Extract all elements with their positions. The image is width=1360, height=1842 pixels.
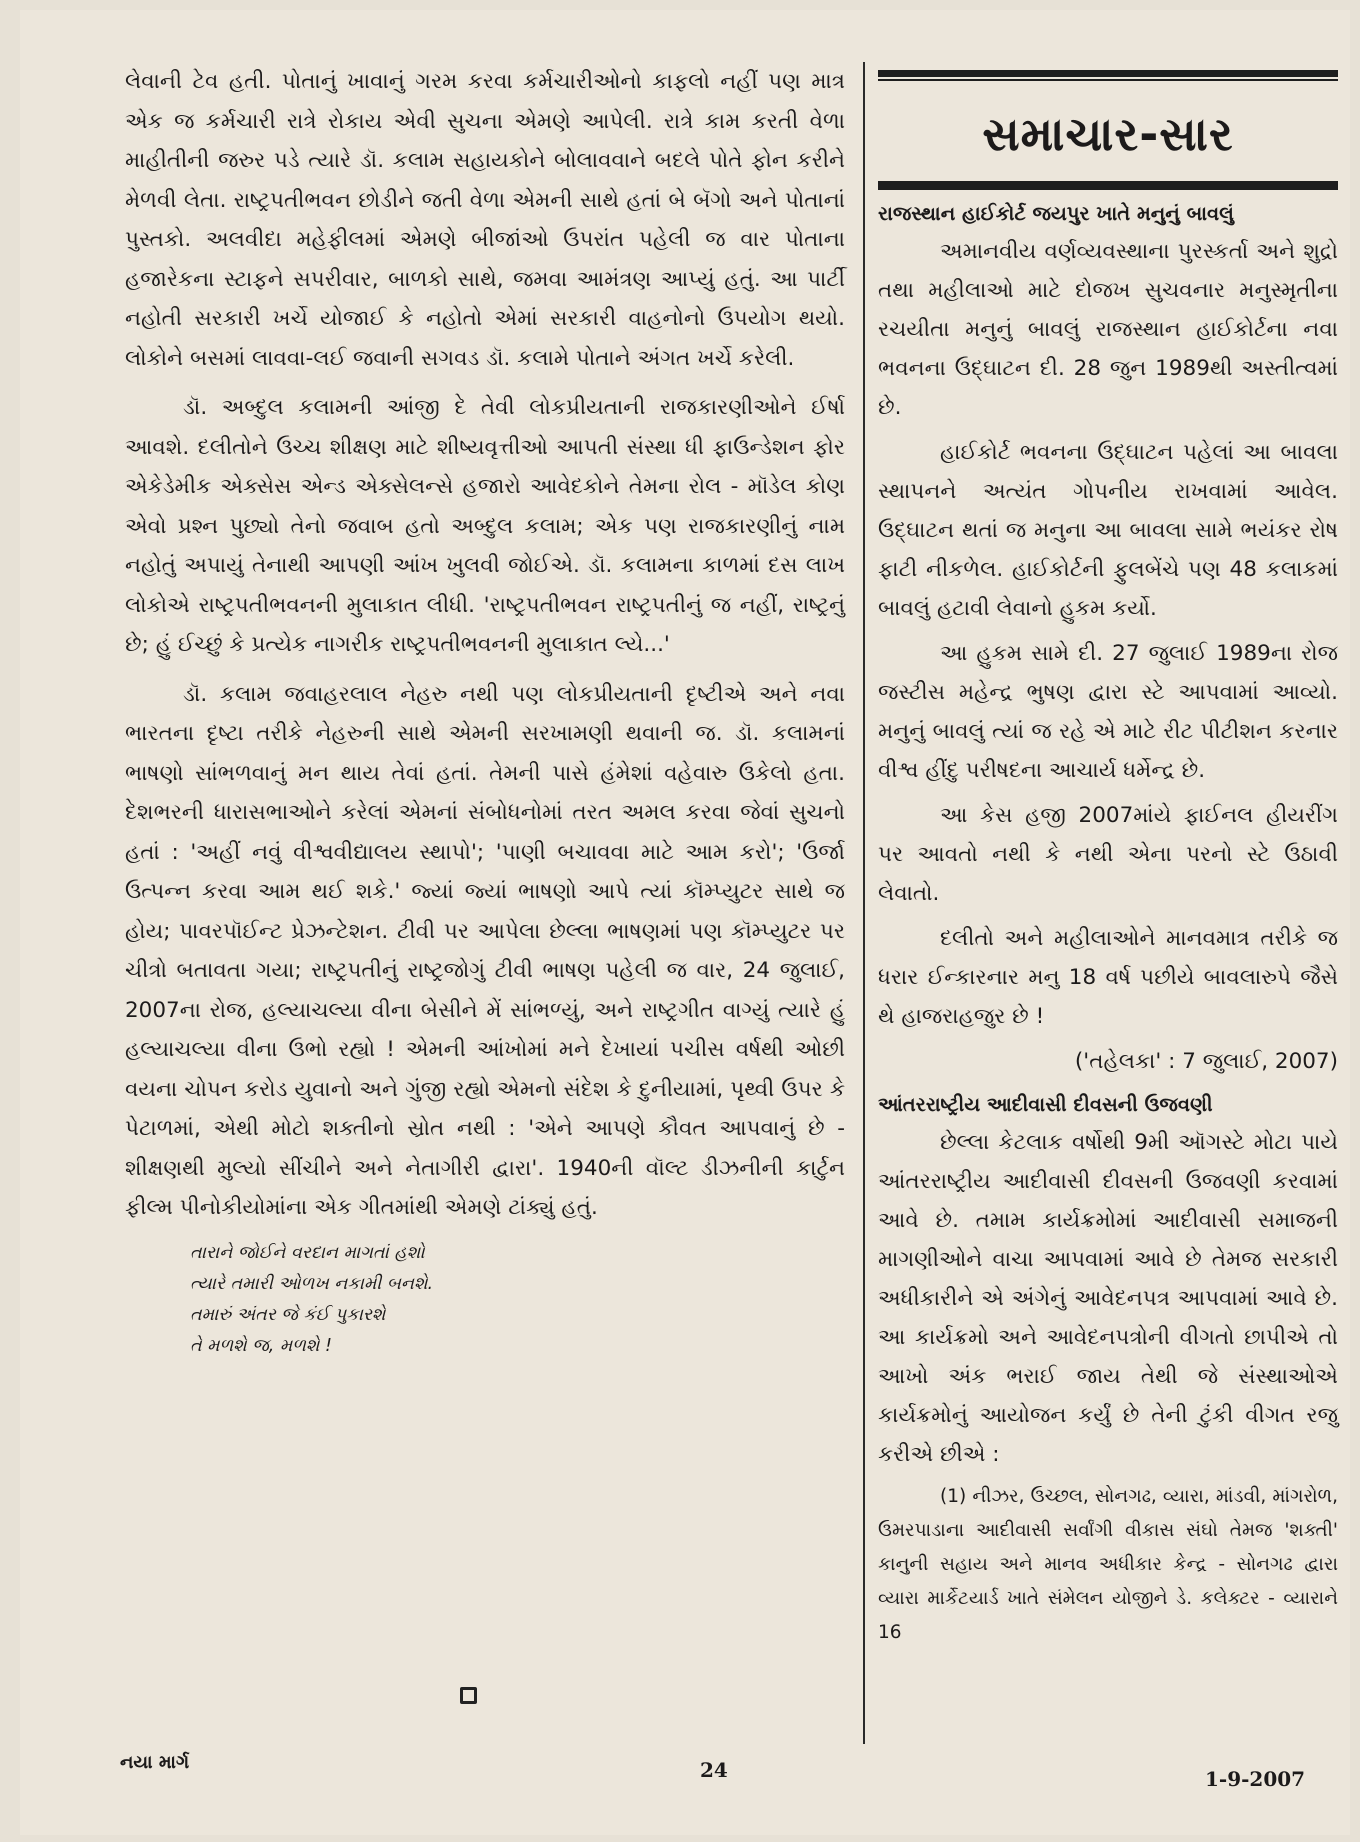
masthead-rule-top [878,70,1338,77]
news-paragraph: દલીતો અને મહીલાઓને માનવમાત્ર તરીકે જ ધરાર ઈન્કારનાર મનુ 18 વર્ષ પછીયે બાવલારુપે જૈસે થે હાજરાહજુર છે ! [878,926,1338,1029]
masthead-rule-top-thin [878,79,1338,81]
news-paragraph: આ કેસ હજી 2007માંયે ફાઈનલ હીયરીંગ પર આવતો નથી કે નથી એના પરનો સ્ટે ઉઠાવી લેવાતો. [878,803,1338,906]
right-column [878,70,1338,1656]
magazine-page [20,10,1350,1835]
magazine-name: નયા માર્ગ [120,1752,190,1773]
issue-date: 1-9-2007 [1205,1767,1306,1791]
article-end-mark [460,1687,477,1704]
poem-line: તમારું અંતર જે કંઈ પુકારશે [190,1304,386,1325]
left-column [125,62,845,1362]
news-source: ('તહેલકા' : 7 જુલાઈ, 2007) [1074,1049,1338,1074]
news-title-2: આંતરરાષ્ટ્રીય આદીવાસી દીવસની ઉજવણી [878,1093,1213,1116]
column-divider [863,62,865,1744]
news-paragraph: આ હુકમ સામે દી. 27 જુલાઈ 1989ના રોજ જસ્ટીસ મહેન્દ્ર ભુષણ દ્વારા સ્ટે આપવામાં આવ્યો. મનુનું બાવલું ત્યાં જ રહે એ માટે રીટ પીટીશન કરનાર વીશ્વ હીંદુ પરીષદના આચાર્ય ધર્મેન્દ્ર છે. [878,641,1338,783]
news-title-1: રાજસ્થાન હાઈકોર્ટ જયપુર ખાતે મનુનું બાવલું [878,202,1234,225]
news-paragraph: અમાનવીય વર્ણવ્યવસ્થાના પુરસ્કર્તા અને શુદ્રો તથા મહીલાઓ માટે દોજખ સુચવનાર મનુસ્મૃતીના રચયીતા મનુનું બાવલું રાજસ્થાન હાઈકોર્ટના નવા ભવનના ઉદ્ઘાટન દી. 28 જુન 1989થી અસ્તીત્વમાં છે. [878,239,1338,420]
masthead-rule-bottom [878,183,1338,190]
poem-line: ત્યારે તમારી ઓળખ નકામી બનશે. [190,1273,434,1294]
left-paragraph-2: ડૉ. અબ્દુલ કલામની આંજી દે તેવી લોકપ્રીયતાની રાજકારણીઓને ઈર્ષા આવશે. દલીતોને ઉચ્ચ શીક્ષણ માટે શીષ્યવૃત્તીઓ આપતી સંસ્થા ધી ફાઉન્ડેશન ફોર એકેડેમીક એક્સેસ એન્ડ એક્સેલન્સે હજારો આવેદકોને તેમના રોલ - મૉડેલ કોણ એવો પ્રશ્ન પુછ્યો તેનો જવાબ હતો અબ્દુલ કલામ; એક પણ રાજકારણીનું નામ નહોતું અપાયું તેનાથી આપણી આંખ ખુલવી જોઈએ. ડૉ. કલામના કાળમાં દસ લાખ લોકોએ રાષ્ટ્રપતીભવનની મુલાકાત લીધી. 'રાષ્ટ્રપતીભવન રાષ્ટ્રપતીનું જ નહીં, રાષ્ટ્રનું છે; હું ઈચ્છું કે પ્રત્યેક નાગરીક રાષ્ટ્રપતીભવનની મુલાકાત લ્યે...' [125,395,845,657]
poem-line: તે મળશે જ, મળશે ! [190,1335,332,1356]
poem-quote [190,1238,845,1362]
left-paragraph-3: ડૉ. કલામ જવાહરલાલ નેહરુ નથી પણ લોકપ્રીયતાની દૃષ્ટીએ અને નવા ભારતના દૃષ્ટા તરીકે નેહરુની સાથે એમની સરખામણી થવાની જ. ડૉ. કલામનાં ભાષણો સાંભળવાનું મન થાય તેવાં હતાં. તેમની પાસે હંમેશાં વહેવારુ ઉકેલો હતા. દેશભરની ધારાસભાઓને કરેલાં એમનાં સંબોધનોમાં તરત અમલ કરવા જેવાં સુચનો હતાં : 'અહીં નવું વીશ્વવીદ્યાલય સ્થાપો'; 'પાણી બચાવવા માટે આમ કરો'; 'ઉર્જા ઉત્પન્ન કરવા આમ થઈ શકે.' જ્યાં જ્યાં ભાષણો આપે ત્યાં કૉમ્પ્યુટર સાથે જ હોય; પાવરપૉઈન્ટ પ્રેઝન્ટેશન. ટીવી પર આપેલા છેલ્લા ભાષણમાં પણ કૉમ્પ્યુટર પર ચીત્રો બતાવતા ગયા; રાષ્ટ્રપતીનું રાષ્ટ્રજોગું ટીવી ભાષણ પહેલી જ વાર, 24 જુલાઈ, 2007ના રોજ, હલ્યાચલ્યા વીના બેસીને મેં સાંભળ્યું, અને રાષ્ટ્રગીત વાગ્યું ત્યારે હું હલ્યાચલ્યા વીના ઉભો રહ્યો ! એમની આંખોમાં મને દેખાયાં પચીસ વર્ષથી ઓછી વયના ચોપન કરોડ યુવાનો અને ગુંજી રહ્યો એમનો સંદેશ કે દુનીયામાં, પૃથ્વી ઉપર કે પેટાળમાં, એથી મોટો શક્તીનો સ્રોત નથી : 'એને આપણે કૌવત આપવાનું છે - શીક્ષણથી મુલ્યો સીંચીને અને નેતાગીરી દ્વારા'. 1940ની વૉલ્ટ ડીઝનીની કાર્ટુન ફીલ્મ પીનોકીયોમાંના એક ગીતમાંથી એમણે ટાંક્યું હતું. [125,681,845,1220]
left-paragraph-1: લેવાની ટેવ હતી. પોતાનું ખાવાનું ગરમ કરવા કર્મચારીઓનો કાફલો નહીં પણ માત્ર એક જ કર્મચારી રાત્રે રોકાય એવી સુચના એમણે આપેલી. રાત્રે કામ કરતી વેળા માહીતીની જરુર પડે ત્યારે ડૉ. કલામ સહાયકોને બોલાવવાને બદલે પોતે ફોન કરીને મેળવી લેતા. રાષ્ટ્રપતીભવન છોડીને જતી વેળા એમની સાથે હતાં બે બૅગો અને પોતાનાં પુસ્તકો. અલવીદા મહેફીલમાં એમણે બીજાંઓ ઉપરાંત પહેલી જ વાર પોતાના હજારેકના સ્ટાફને સપરીવાર, બાળકો સાથે, જમવા આમંત્રણ આપ્યું હતું. આ પાર્ટી નહોતી સરકારી ખર્ચે યોજાઈ કે નહોતો એમાં સરકારી વાહનોનો ઉપયોગ થયો. લોકોને બસમાં લાવવા-લઈ જવાની સગવડ ડૉ. કલામે પોતાને અંગત ખર્ચે કરેલી. [125,69,845,371]
poem-line: તારાને જોઈને વરદાન માગતાં હશો [190,1242,425,1263]
news-list-item: (1) નીઝર, ઉચ્છલ, સોનગઢ, વ્યારા, માંડવી, માંગરોળ, ઉમરપાડાના આદીવાસી સર્વાંગી વીકાસ સંઘો તેમજ 'શક્તી' કાનુની સહાય અને માનવ અધીકાર કેન્દ્ર - સોનગઢ દ્વારા વ્યારા માર્કેટયાર્ડ ખાતે સંમેલન યોજીને ડે. કલેક્ટર - વ્યારાને 16 [878,1486,1338,1643]
news-paragraph: હાઈકોર્ટ ભવનના ઉદ્ઘાટન પહેલાં આ બાવલા સ્થાપનને અત્યંત ગોપનીય રાખવામાં આવેલ. ઉદ્ઘાટન થતાં જ મનુના આ બાવલા સામે ભયંકર રોષ ફાટી નીકળેલ. હાઈકોર્ટની ફુલબેંચે પણ 48 કલાકમાં બાવલું હટાવી લેવાનો હુકમ કર્યો. [878,440,1338,621]
page-number: 24 [700,1758,728,1782]
section-masthead: સમાચાર-સાર [982,107,1234,161]
news-paragraph: છેલ્લા કેટલાક વર્ષોથી 9મી ઑગસ્ટે મોટા પાયે આંતરરાષ્ટ્રીય આદીવાસી દીવસની ઉજવણી કરવામાં આવે છે. તમામ કાર્યક્રમોમાં આદીવાસી સમાજની માગણીઓને વાચા આપવામાં આવે છે તેમજ સરકારી અધીકારીને એ અંગેનું આવેદનપત્ર આપવામાં આવે છે. આ કાર્યક્રમો અને આવેદનપત્રોની વીગતો છાપીએ તો આખો અંક ભરાઈ જાય તેથી જે સંસ્થાઓએ કાર્યક્રમોનું આયોજન કર્યું છે તેની ટુંકી વીગત રજુ કરીએ છીએ : [878,1130,1338,1467]
